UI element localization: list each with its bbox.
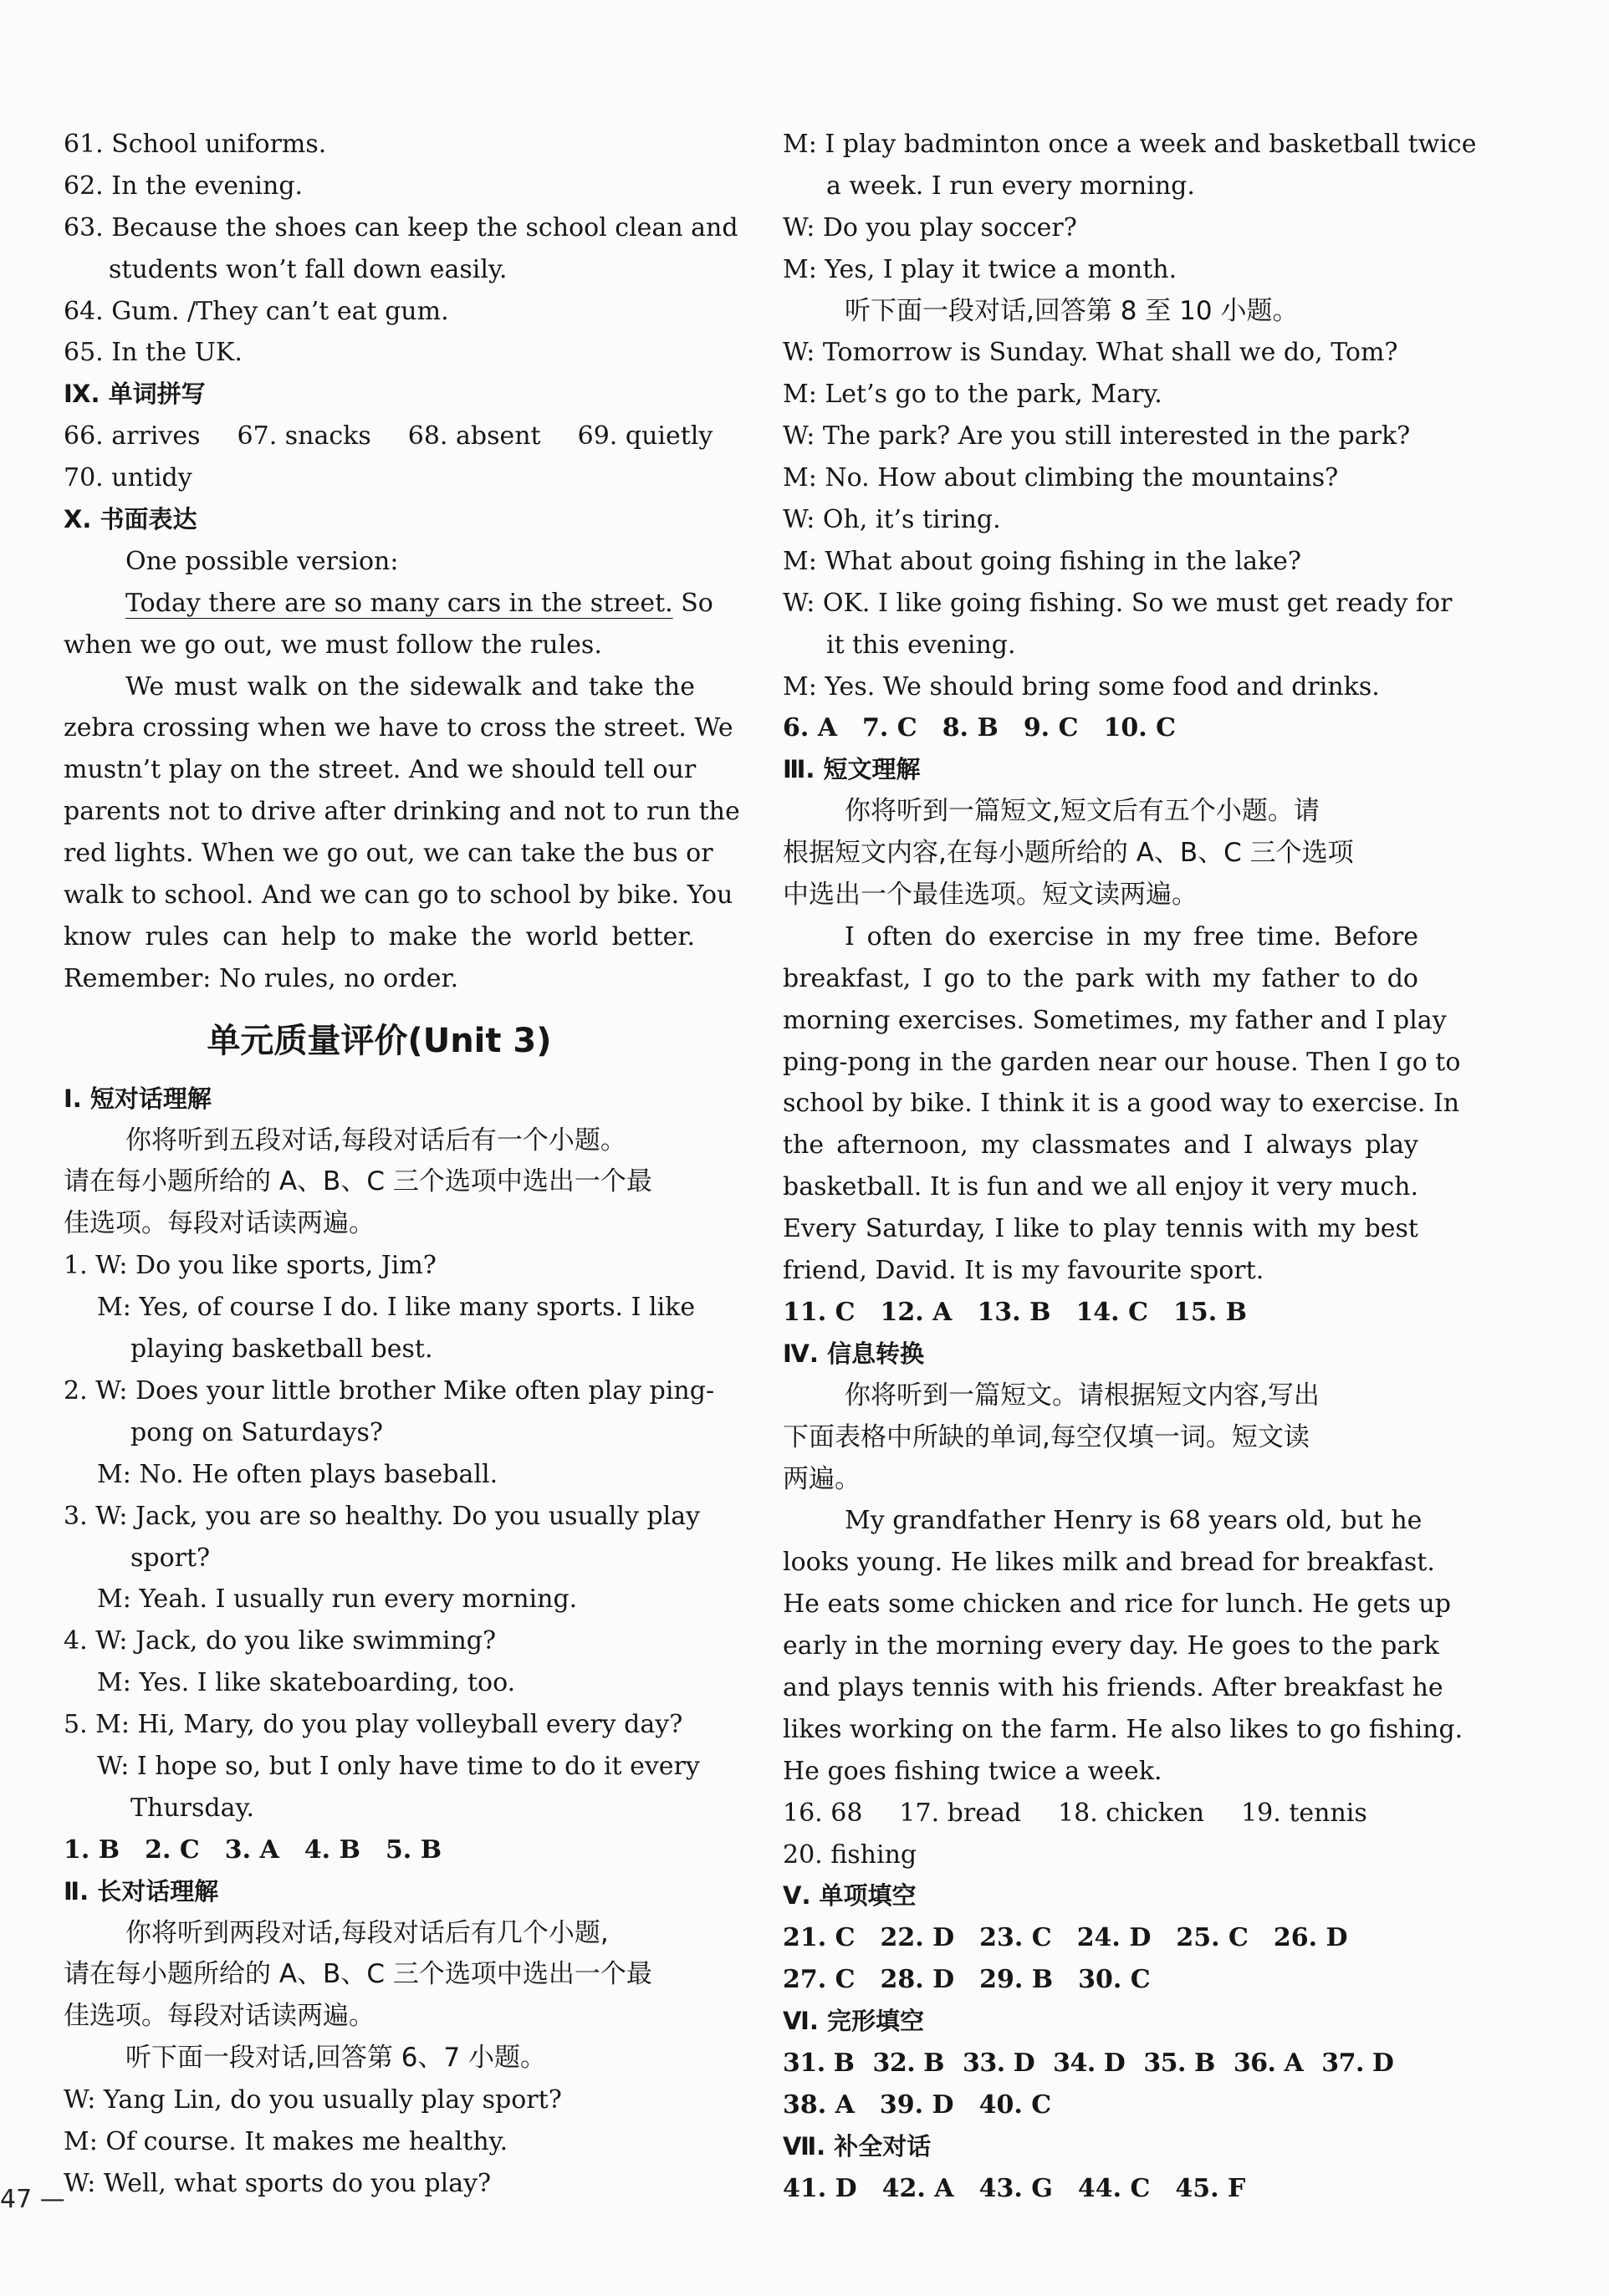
answer-item: 7. C — [862, 713, 917, 743]
passage-line: likes working on the farm. He also likes to go fishing. — [783, 1714, 1463, 1744]
section-heading: Ⅰ. 短对话理解 — [64, 1084, 212, 1113]
answer-item: 43. G — [978, 2173, 1053, 2203]
dialogue-line: W: Tomorrow is Sunday. What shall we do, Tom? — [783, 338, 1398, 368]
dialogue-line: M: What about going fishing in the lake? — [783, 546, 1301, 576]
answer-item: 2. C — [145, 1834, 200, 1865]
instruction-line: 你将听到五段对话,每段对话后有一个小题。 — [125, 1125, 626, 1156]
answer-item: 12. A — [880, 1297, 953, 1327]
instruction-line: 请在每小题所给的 A、B、C 三个选项中选出一个最 — [64, 1166, 652, 1197]
answer-item: 31. B — [783, 2048, 855, 2078]
answer-line: 61. School uniforms. — [64, 130, 327, 159]
essay-line: parents not to drive after drinking and not to run the — [64, 797, 740, 827]
essay-underlined-sentence: Today there are so many cars in the street. — [125, 588, 673, 618]
answer-line: 63. Because the shoes can keep the school clean and — [64, 212, 738, 242]
answer-item: 66. arrives — [64, 421, 201, 452]
answer-row — [783, 1793, 1418, 1834]
dialogue-line: M: I play badminton once a week and basketball twice — [783, 130, 1477, 159]
answer-item: 24. D — [1076, 1923, 1152, 1953]
answer-row — [783, 1292, 1418, 1334]
page-number: 47 — — [0, 2185, 65, 2214]
essay-text: So — [672, 588, 713, 618]
essay-line: Remember: No rules, no order. — [64, 963, 459, 993]
essay-line: We must walk on the sidewalk and take the — [125, 671, 695, 702]
answer-line: students won’t fall down easily. — [109, 254, 508, 284]
answer-item: 32. B — [872, 2048, 944, 2078]
answer-line: 64. Gum. /They can’t eat gum. — [64, 296, 449, 326]
instruction-line: 佳选项。每段对话读两遍。 — [64, 1208, 375, 1239]
passage-line: Every Saturday, I like to play tennis with my best — [783, 1214, 1418, 1244]
dialogue-line: M: No. How about climbing the mountains? — [783, 463, 1339, 493]
dialogue-line: M: No. He often plays baseball. — [97, 1459, 498, 1489]
answer-item: 23. C — [979, 1923, 1052, 1953]
dialogue-line: M: Yes. I like skateboarding, too. — [97, 1668, 516, 1698]
answer-row — [64, 416, 713, 457]
answer-item: 1. B — [64, 1834, 120, 1865]
answer-item: 14. C — [1075, 1297, 1148, 1327]
instruction-line: 下面表格中所缺的单词,每空仅填一词。短文读 — [783, 1421, 1310, 1452]
right-column — [783, 124, 1477, 2210]
section-heading: Ⅳ. 信息转换 — [783, 1339, 924, 1368]
dialogue-line: W: Yang Lin, do you usually play sport? — [64, 2085, 562, 2115]
answer-item: 17. bread — [899, 1798, 1022, 1828]
passage-line: He goes fishing twice a week. — [783, 1756, 1162, 1786]
essay-intro: One possible version: — [125, 546, 399, 576]
answer-item: 68. absent — [407, 421, 541, 452]
answer-item: 22. D — [880, 1923, 955, 1953]
dialogue-line: M: Yes, I play it twice a month. — [783, 254, 1177, 284]
answer-item: 18. chicken — [1058, 1798, 1205, 1828]
essay-line: walk to school. And we can go to school by bike. You — [64, 880, 733, 911]
answer-item: 39. D — [879, 2089, 954, 2120]
answer-item: 69. quietly — [577, 421, 713, 452]
dialogue-line: Thursday. — [130, 1793, 254, 1823]
section-heading: Ⅵ. 完形填空 — [783, 2007, 924, 2036]
passage-line: early in the morning every day. He goes to the park — [783, 1631, 1439, 1661]
answer-item: 41. D — [783, 2173, 857, 2203]
answer-row — [783, 1959, 1418, 2001]
dialogue-line: a week. I run every morning. — [826, 171, 1195, 201]
answer-item: 4. B — [304, 1834, 360, 1865]
answer-row — [783, 2084, 1418, 2126]
answer-item: 3. A — [224, 1834, 279, 1865]
answer-item: 21. C — [783, 1923, 856, 1953]
answer-item: 28. D — [880, 1965, 955, 1995]
dialogue-line: M: Yeah. I usually run every morning. — [97, 1584, 578, 1615]
answer-row — [783, 707, 1418, 749]
dialogue-line: 3. W: Jack, you are so healthy. Do you usually play — [64, 1501, 701, 1531]
answer-item: 33. D — [963, 2048, 1035, 2078]
answer-item: 29. B — [979, 1965, 1054, 1995]
answer-item: 26. D — [1273, 1923, 1348, 1953]
dialogue-line: 5. M: Hi, Mary, do you play volleyball every day? — [64, 1710, 683, 1740]
passage-line: looks young. He likes milk and bread for breakfast. — [783, 1548, 1435, 1578]
answer-item: 10. C — [1103, 713, 1176, 743]
instruction-line: 你将听到一篇短文。请根据短文内容,写出 — [845, 1380, 1320, 1411]
essay-line: when we go out, we must follow the rules. — [64, 630, 602, 660]
essay-line: know rules can help to make the world better. — [64, 921, 695, 952]
section-heading: Ⅲ. 短文理解 — [783, 755, 921, 784]
answer-item: 42. A — [881, 2173, 954, 2203]
dialogue-line: 1. W: Do you like sports, Jim? — [64, 1251, 437, 1281]
dialogue-line: M: Let’s go to the park, Mary. — [783, 380, 1162, 410]
answer-item: 34. D — [1053, 2048, 1126, 2078]
answer-item: 37. D — [1321, 2048, 1394, 2078]
answer-item: 45. F — [1175, 2173, 1246, 2203]
answer-item: 15. B — [1172, 1297, 1247, 1327]
essay-line — [64, 583, 713, 625]
instruction-line: 两遍。 — [783, 1463, 861, 1494]
instruction-line: 听下面一段对话,回答第 6、7 小题。 — [125, 2043, 547, 2074]
section-heading: Ⅱ. 长对话理解 — [64, 1876, 219, 1906]
essay-line: mustn’t play on the street. And we should tell our — [64, 755, 697, 785]
dialogue-line: 4. W: Jack, do you like swimming? — [64, 1626, 497, 1656]
answer-item: 27. C — [783, 1965, 856, 1995]
dialogue-line: M: Yes. We should bring some food and drinks. — [783, 671, 1380, 702]
answer-item: 11. C — [783, 1297, 856, 1327]
dialogue-line: W: Do you play soccer? — [783, 212, 1077, 242]
answer-line: 62. In the evening. — [64, 171, 304, 201]
passage-line: the afternoon, my classmates and I always play — [783, 1130, 1418, 1161]
unit-title: 单元质量评价(Unit 3) — [207, 1021, 552, 1060]
passage-line: ping-pong in the garden near our house. Then I go to — [783, 1047, 1461, 1077]
dialogue-line: 2. W: Does your little brother Mike often play ping- — [64, 1375, 715, 1406]
answer-item: 8. B — [942, 713, 999, 743]
passage-line: friend, David. It is my favourite sport. — [783, 1256, 1264, 1286]
answer-line: 70. untidy — [64, 463, 192, 493]
section-heading: Ⅸ. 单词拼写 — [64, 380, 206, 409]
answer-line: 20. fishing — [783, 1839, 917, 1870]
instruction-line: 你将听到一篇短文,短文后有五个小题。请 — [845, 796, 1320, 827]
answer-item: 13. B — [977, 1297, 1051, 1327]
answer-item: 44. C — [1077, 2173, 1151, 2203]
passage-line: school by bike. I think it is a good way to exercise. In — [783, 1089, 1460, 1119]
dialogue-line: W: OK. I like going fishing. So we must get ready for — [783, 588, 1453, 618]
section-heading: Ⅹ. 书面表达 — [64, 505, 197, 534]
answer-item: 40. C — [978, 2089, 1052, 2120]
left-column — [64, 124, 740, 2205]
answer-item: 25. C — [1176, 1923, 1249, 1953]
dialogue-line: M: Yes, of course I do. I like many sports. I like — [97, 1293, 696, 1323]
answer-item: 6. A — [783, 713, 838, 743]
passage-line: I often do exercise in my free time. Before — [845, 921, 1418, 952]
dialogue-line: W: I hope so, but I only have time to do it every — [97, 1751, 700, 1781]
passage-line: and plays tennis with his friends. After breakfast he — [783, 1672, 1443, 1702]
instruction-line: 中选出一个最佳选项。短文读两遍。 — [783, 880, 1198, 911]
dialogue-line: it this evening. — [826, 630, 1016, 660]
passage-line: basketball. It is fun and we all enjoy it very much. — [783, 1172, 1418, 1202]
answer-row — [783, 2043, 1418, 2084]
answer-item: 38. A — [783, 2089, 855, 2120]
dialogue-line: playing basketball best. — [130, 1334, 433, 1365]
answer-item: 35. B — [1143, 2048, 1215, 2078]
passage-line: breakfast, I go to the park with my father to do — [783, 963, 1418, 993]
answer-item: 5. B — [385, 1834, 442, 1865]
section-heading: Ⅶ. 补全对话 — [783, 2131, 932, 2161]
section-heading: Ⅴ. 单项填空 — [783, 1881, 917, 1911]
dialogue-line: M: Of course. It makes me healthy. — [64, 2126, 508, 2156]
answer-item: 30. C — [1078, 1965, 1151, 1995]
dialogue-line: W: Well, what sports do you play? — [64, 2168, 492, 2198]
dialogue-line: pong on Saturdays? — [130, 1417, 383, 1447]
answer-item: 19. tennis — [1241, 1798, 1367, 1828]
passage-line: He eats some chicken and rice for lunch. He gets up — [783, 1589, 1451, 1620]
essay-line: red lights. When we go out, we can take the bus or — [64, 839, 713, 869]
dialogue-line: W: The park? Are you still interested in the park? — [783, 421, 1411, 452]
answer-line: 65. In the UK. — [64, 338, 243, 368]
answer-row — [64, 1829, 695, 1871]
instruction-line: 你将听到两段对话,每段对话后有几个小题, — [125, 1917, 609, 1948]
answer-row — [783, 2168, 1418, 2210]
answer-row — [783, 1917, 1418, 1959]
answer-item: 16. 68 — [783, 1798, 863, 1828]
answer-item: 36. A — [1233, 2048, 1304, 2078]
dialogue-line: sport? — [130, 1543, 211, 1573]
dialogue-line: W: Oh, it’s tiring. — [783, 505, 1001, 535]
instruction-line: 请在每小题所给的 A、B、C 三个选项中选出一个最 — [64, 1959, 652, 1990]
passage-line: morning exercises. Sometimes, my father and I play — [783, 1005, 1447, 1035]
answer-item: 67. snacks — [237, 421, 371, 452]
answer-item: 9. C — [1023, 713, 1079, 743]
instruction-line: 根据短文内容,在每小题所给的 A、B、C 三个选项 — [783, 838, 1354, 869]
instruction-line: 听下面一段对话,回答第 8 至 10 小题。 — [845, 295, 1299, 326]
essay-line: zebra crossing when we have to cross the street. We — [64, 713, 733, 743]
passage-line: My grandfather Henry is 68 years old, but he — [845, 1506, 1423, 1536]
instruction-line: 佳选项。每段对话读两遍。 — [64, 2001, 375, 2032]
